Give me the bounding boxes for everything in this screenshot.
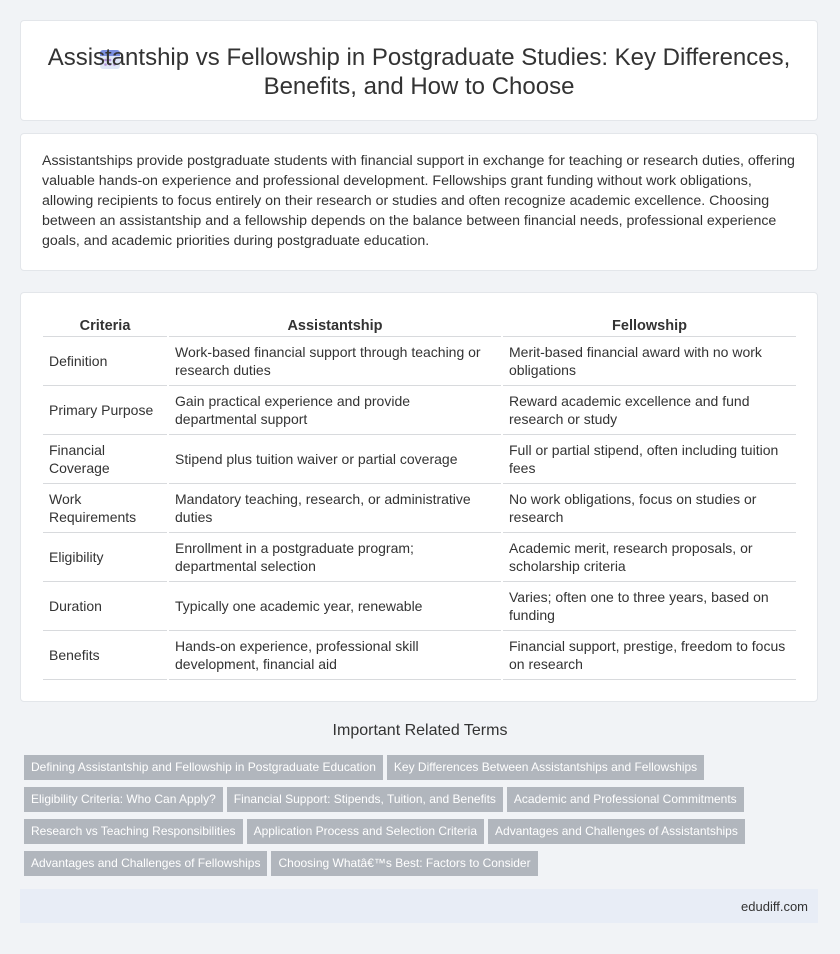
table-row <box>43 337 796 386</box>
assistantship-cell: Mandatory teaching, research, or administrative duties <box>169 484 501 533</box>
related-tag[interactable]: Research vs Teaching Responsibilities <box>24 819 243 844</box>
related-tags <box>24 755 804 883</box>
related-tag[interactable]: Advantages and Challenges of Assistantships <box>488 819 745 844</box>
criteria-cell: Benefits <box>43 631 167 680</box>
header-criteria: Criteria <box>43 315 167 337</box>
fellowship-cell: Varies; often one to three years, based on funding <box>503 582 796 631</box>
related-tag[interactable]: Defining Assistantship and Fellowship in Postgraduate Education <box>24 755 383 780</box>
table-row <box>43 435 796 484</box>
related-terms-heading: Important Related Terms <box>332 722 508 739</box>
criteria-cell: Definition <box>43 337 167 386</box>
tag-row <box>24 851 804 883</box>
related-tag[interactable]: Eligibility Criteria: Who Can Apply? <box>24 787 223 812</box>
header-fellowship: Fellowship <box>503 315 796 337</box>
table-row <box>43 533 796 582</box>
related-tag[interactable]: Choosing Whatâ€™s Best: Factors to Consider <box>271 851 537 876</box>
related-tag[interactable]: Academic and Professional Commitments <box>507 787 744 812</box>
tag-row <box>24 787 804 819</box>
criteria-cell: Eligibility <box>43 533 167 582</box>
title-card <box>20 20 818 121</box>
assistantship-cell: Hands-on experience, professional skill development, financial aid <box>169 631 501 680</box>
related-tag[interactable]: Key Differences Between Assistantships and Fellowships <box>387 755 704 780</box>
header-assistantship: Assistantship <box>169 315 501 337</box>
related-tag[interactable]: Advantages and Challenges of Fellowships <box>24 851 267 876</box>
table-header-row <box>43 315 796 337</box>
assistantship-cell: Stipend plus tuition waiver or partial coverage <box>169 435 501 484</box>
criteria-cell: Financial Coverage <box>43 435 167 484</box>
table-row <box>43 631 796 680</box>
fellowship-cell: No work obligations, focus on studies or research <box>503 484 796 533</box>
page-title: Assistantship vs Fellowship in Postgraduate Studies: Key Differences, Benefits, and How to Choose <box>47 44 791 100</box>
fellowship-cell: Reward academic excellence and fund research or study <box>503 386 796 435</box>
footer-site[interactable]: edudiff.com <box>741 899 808 914</box>
fellowship-cell: Financial support, prestige, freedom to focus on research <box>503 631 796 680</box>
fellowship-cell: Full or partial stipend, often including tuition fees <box>503 435 796 484</box>
table-row <box>43 386 796 435</box>
fellowship-cell: Academic merit, research proposals, or scholarship criteria <box>503 533 796 582</box>
assistantship-cell: Gain practical experience and provide departmental support <box>169 386 501 435</box>
table-row <box>43 484 796 533</box>
criteria-cell: Duration <box>43 582 167 631</box>
tag-row <box>24 819 804 851</box>
intro-text: Assistantships provide postgraduate students with financial support in exchange for teaching or research duties, offering valuable hands-on experience and professional development. Fellowships grant funding without work obligations, allowing recipients to focus entirely on their research or studies and often recognize academic excellence. Choosing between an assistantship and a fellowship depends on the balance between financial needs, professional experience goals, and academic priorities during postgraduate education. <box>42 153 795 249</box>
related-tag[interactable]: Financial Support: Stipends, Tuition, and Benefits <box>227 787 503 812</box>
assistantship-cell: Enrollment in a postgraduate program; departmental selection <box>169 533 501 582</box>
assistantship-cell: Typically one academic year, renewable <box>169 582 501 631</box>
criteria-cell: Work Requirements <box>43 484 167 533</box>
comparison-card <box>20 292 818 702</box>
fellowship-cell: Merit-based financial award with no work obligations <box>503 337 796 386</box>
criteria-cell: Primary Purpose <box>43 386 167 435</box>
footer <box>20 889 818 923</box>
assistantship-cell: Work-based financial support through teaching or research duties <box>169 337 501 386</box>
comparison-table <box>41 315 798 680</box>
tag-row <box>24 755 804 787</box>
table-row <box>43 582 796 631</box>
intro-card <box>20 133 818 271</box>
related-tag[interactable]: Application Process and Selection Criteria <box>247 819 484 844</box>
